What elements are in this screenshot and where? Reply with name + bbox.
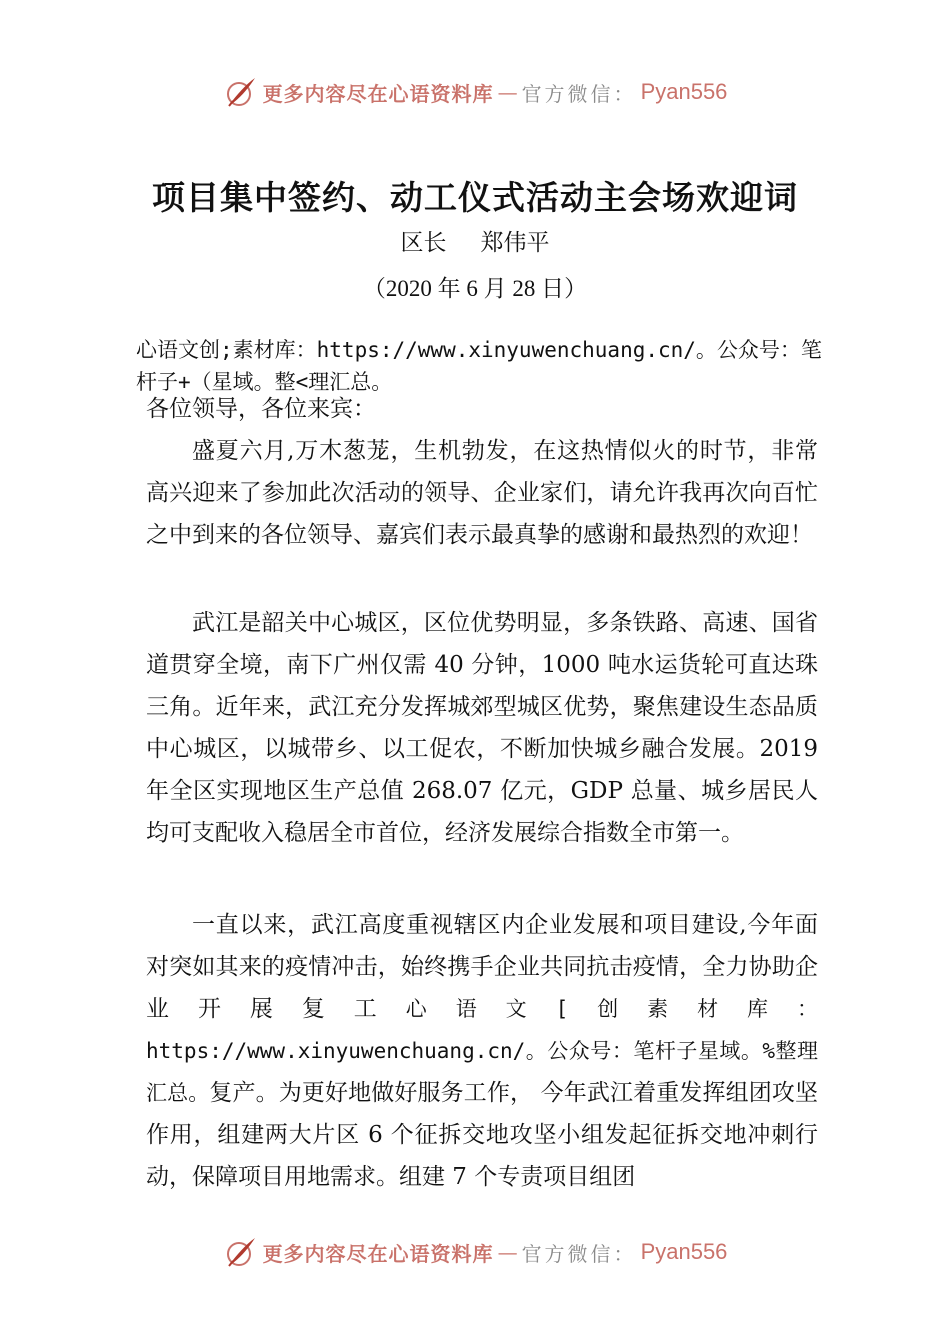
quill-logo-icon [223,75,257,109]
document-date: （2020 年 6 月 28 日） [362,276,588,301]
paragraph-3-part-b: 复产。为更好地做好服务工作， 今年武江着重发挥组团攻坚作用，组建两大片区 6 个征拆交地攻坚小组发起征拆交地冲刺行动，保障项目用地需求。组建 7 个专责项目组团 [146,1080,819,1190]
author-name: 郑伟平 [480,230,550,256]
paragraph-3 [146,904,818,1198]
banner-wechat-label: 官方微信： [521,1241,637,1266]
banner-wechat-label: 官方微信： [521,81,637,106]
quill-logo-icon [223,1235,257,1269]
paragraph-3-part-a: 一直以来，武江高度重视辖区内企业发展和项目建设,今年面对突如其来的疫情冲击，始终携手企业共同抗击疫情，全力协助企业开展复工 [146,912,818,1022]
banner-separator: — [497,1240,518,1264]
watermark-line: 心语文创;素材库：https://www.xinyuwenchuang.cn/。公众号：笔杆子+（星域。整<理汇总。 [136,338,822,394]
banner-separator: — [497,80,518,104]
banner-slogan: 更多内容尽在心语资料库 [262,1241,494,1266]
banner-slogan: 更多内容尽在心语资料库 [262,81,494,106]
greeting: 各位领导，各位来宾： [146,396,376,422]
paragraph-2: 武江是韶关中心城区，区位优势明显，多条铁路、高速、国省道贯穿全境，南下广州仅需 40 分钟，1000 吨水运货轮可直达珠三角。近年来，武江充分发挥城郊型城区优势，聚焦建设生态品质中心城区，以城带乡、以工促农，不断加快城乡融合发展。2019 年全区实现地区生产总值 268.07 亿元，GDP 总量、城乡居民人均可支配收入稳居全市首位，经济发展综合指数全市第一。 [146,610,818,846]
footer-banner [0,1232,950,1272]
paragraph-1: 盛夏六月,万木葱茏，生机勃发，在这热情似火的时节，非常高兴迎来了参加此次活动的领导、企业家们，请允许我再次向百忙之中到来的各位领导、嘉宾们表示最真挚的感谢和最热烈的欢迎！ [146,438,818,548]
banner-wechat-id: Pyan556 [640,1239,728,1264]
header-banner [0,72,950,112]
author-line [0,224,950,257]
document-title: 项目集中签约、动工仪式活动主会场欢迎词 [152,178,798,217]
paragraph-3-watermark: 心语文[创素材库：https://www.xinyuwenchuang.cn/。公众号：笔杆子星域。%整理汇总。 [146,997,818,1105]
banner-wechat-id: Pyan556 [640,79,728,104]
author-role: 区长 [400,230,447,256]
